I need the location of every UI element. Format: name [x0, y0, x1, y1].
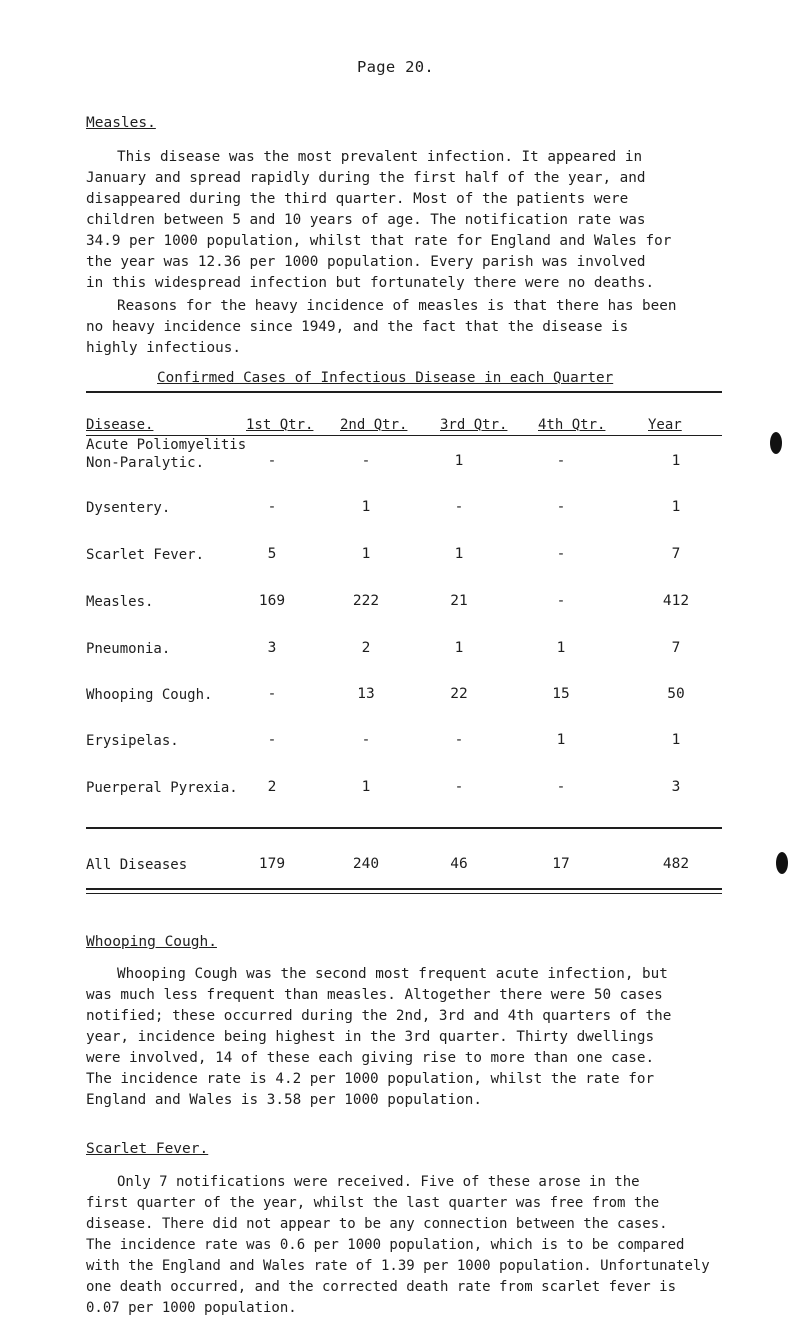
total-cell: 46	[450, 856, 468, 872]
table-cell: 3	[267, 640, 277, 656]
disease-label	[86, 686, 212, 704]
disease-label-line: Pneumonia.	[86, 641, 171, 657]
table-cell: -	[267, 686, 277, 702]
table-cell: 50	[667, 686, 685, 702]
table-cell: -	[556, 453, 566, 469]
disease-label-line: Dysentery.	[86, 500, 171, 516]
text-line: disappeared during the third quarter. Most of the patients were	[86, 191, 629, 207]
page-number: Page 20.	[357, 58, 435, 76]
text-line: January and spread rapidly during the first half of the year, and	[86, 170, 646, 186]
scarlet-fever-heading: Scarlet Fever.	[86, 1141, 209, 1157]
table-cell: 1	[361, 779, 371, 795]
table-cell: -	[361, 732, 371, 748]
total-cell: 179	[258, 856, 286, 872]
table-cell: -	[454, 779, 464, 795]
table-cell: 2	[361, 640, 371, 656]
text-line: with the England and Wales rate of 1.39 per 1000 population. Unfortunately	[86, 1258, 710, 1274]
disease-label	[86, 546, 204, 564]
text-line: Reasons for the heavy incidence of measles is that there has been	[117, 298, 677, 314]
text-line: the year was 12.36 per 1000 population. Every parish was involved	[86, 254, 646, 270]
measles-paragraph-2	[86, 296, 726, 359]
total-cell: 17	[552, 856, 570, 872]
text-line: 0.07 per 1000 population.	[86, 1300, 297, 1316]
table-cell: 169	[258, 593, 286, 609]
table-cell: 7	[671, 546, 681, 562]
table-cell: 1	[454, 640, 464, 656]
table-cell: 7	[671, 640, 681, 656]
disease-label-line: Whooping Cough.	[86, 687, 213, 703]
header-disease: Disease.	[86, 417, 154, 433]
table-cell: 1	[671, 499, 681, 515]
text-line: highly infectious.	[86, 340, 241, 356]
header-q1: 1st Qtr.	[246, 417, 314, 433]
disease-label-line: Non-Paralytic.	[86, 455, 205, 471]
measles-paragraph-1	[86, 147, 726, 294]
table-cell: -	[454, 732, 464, 748]
disease-label-line: Puerperal Pyrexia.	[86, 780, 238, 796]
text-line: Only 7 notifications were received. Five of these arose in the	[117, 1174, 640, 1190]
table-cell: 412	[662, 593, 690, 609]
table-cell: 21	[450, 593, 468, 609]
table-cell: -	[267, 732, 277, 748]
text-line: one death occurred, and the corrected death rate from scarlet fever is	[86, 1279, 677, 1295]
table-cell: -	[454, 499, 464, 515]
disease-label-line: Scarlet Fever.	[86, 547, 205, 563]
table-cell: 1	[671, 453, 681, 469]
text-line: This disease was the most prevalent infection. It appeared in	[117, 149, 643, 165]
header-q3: 3rd Qtr.	[440, 417, 508, 433]
scan-blot	[776, 852, 788, 874]
total-bottom-rule-double	[86, 893, 722, 894]
table-cell: 3	[671, 779, 681, 795]
disease-label-line: Erysipelas.	[86, 733, 179, 749]
scarlet-fever-paragraph	[86, 1172, 786, 1319]
total-cell: 482	[662, 856, 690, 872]
measles-heading: Measles.	[86, 115, 156, 131]
text-line: disease. There did not appear to be any connection between the cases.	[86, 1216, 668, 1232]
text-line: first quarter of the year, whilst the last quarter was free from the	[86, 1195, 660, 1211]
text-line: 34.9 per 1000 population, whilst that rate for England and Wales for	[86, 233, 672, 249]
table-cell: 1	[556, 640, 566, 656]
whooping-cough-heading: Whooping Cough.	[86, 934, 217, 950]
table-cell: -	[556, 499, 566, 515]
table-title: Confirmed Cases of Infectious Disease in each Quarter	[157, 370, 614, 386]
table-cell: 1	[361, 499, 371, 515]
table-cell: 1	[454, 453, 464, 469]
disease-label	[86, 779, 238, 797]
table-cell: -	[556, 593, 566, 609]
table-cell: 1	[454, 546, 464, 562]
table-cell: 1	[556, 732, 566, 748]
total-bottom-rule	[86, 888, 722, 890]
text-line: notified; these occurred during the 2nd, 3rd and 4th quarters of the	[86, 1008, 672, 1024]
text-line: were involved, 14 of these each giving rise to more than one case.	[86, 1050, 655, 1066]
table-cell: 1	[361, 546, 371, 562]
table-cell: -	[267, 499, 277, 515]
text-line: The incidence rate was 0.6 per 1000 population, which is to be compared	[86, 1237, 685, 1253]
text-line: was much less frequent than measles. Altogether there were 50 cases	[86, 987, 663, 1003]
text-line: England and Wales is 3.58 per 1000 population.	[86, 1092, 482, 1108]
table-cell: 222	[352, 593, 380, 609]
table-cell: -	[556, 546, 566, 562]
table-cell: 1	[671, 732, 681, 748]
table-cell: 13	[357, 686, 375, 702]
text-line: no heavy incidence since 1949, and the fact that the disease is	[86, 319, 629, 335]
table-cell: 22	[450, 686, 468, 702]
text-line: children between 5 and 10 years of age. The notification rate was	[86, 212, 646, 228]
total-top-rule	[86, 827, 722, 829]
table-cell: -	[556, 779, 566, 795]
table-cell: -	[361, 453, 371, 469]
disease-label	[86, 593, 153, 611]
disease-label	[86, 640, 170, 658]
table-cell: -	[267, 453, 277, 469]
header-q4: 4th Qtr.	[538, 417, 606, 433]
total-cell: 240	[352, 856, 380, 872]
text-line: Whooping Cough was the second most frequent acute infection, but	[117, 966, 668, 982]
text-line: year, incidence being highest in the 3rd quarter. Thirty dwellings	[86, 1029, 655, 1045]
header-q2: 2nd Qtr.	[340, 417, 408, 433]
table-cell: 5	[267, 546, 277, 562]
header-year: Year	[648, 417, 682, 433]
disease-label	[86, 732, 179, 750]
table-top-rule	[86, 391, 722, 393]
table-cell: 15	[552, 686, 570, 702]
text-line: The incidence rate is 4.2 per 1000 population, whilst the rate for	[86, 1071, 655, 1087]
disease-label	[86, 436, 246, 472]
disease-label	[86, 499, 170, 517]
whooping-cough-paragraph	[86, 964, 726, 1111]
text-line: in this widespread infection but fortunately there were no deaths.	[86, 275, 655, 291]
scan-blot	[770, 432, 782, 454]
total-label: All Diseases	[86, 857, 188, 873]
disease-label-line: Acute Poliomyelitis	[86, 437, 247, 453]
disease-label-line: Measles.	[86, 594, 154, 610]
table-cell: 2	[267, 779, 277, 795]
